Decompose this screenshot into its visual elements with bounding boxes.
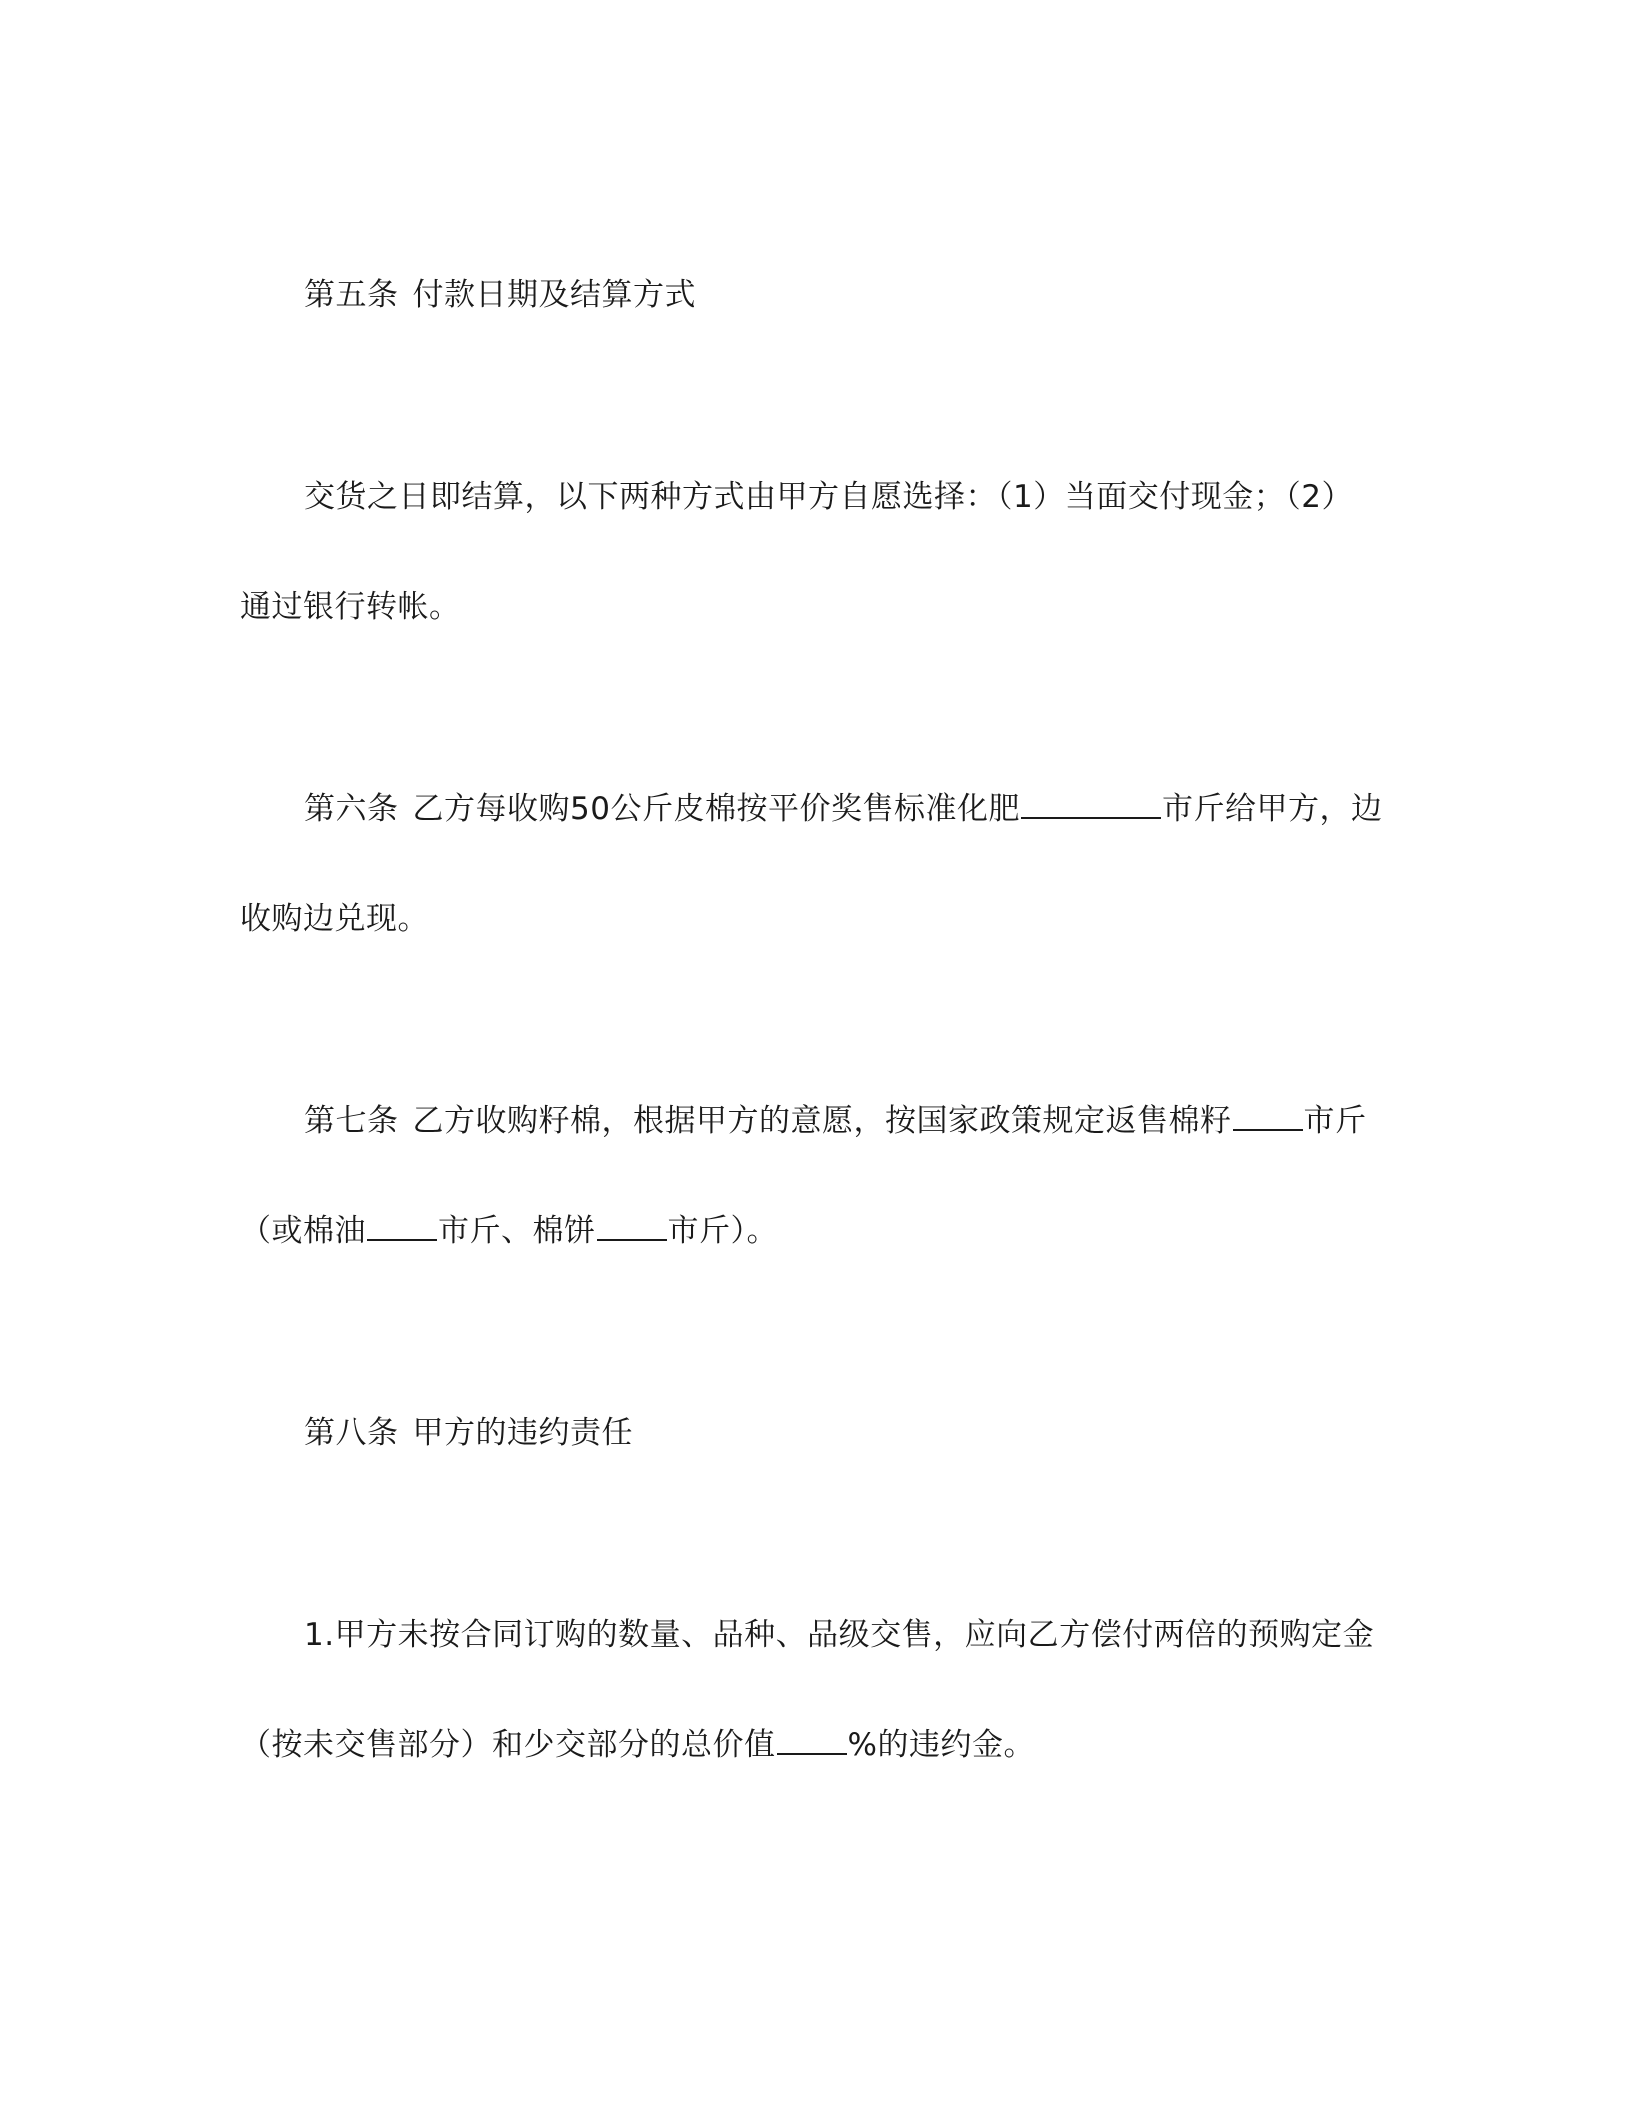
cotton-oil-amount-blank[interactable] <box>367 1209 437 1241</box>
article-8-heading <box>304 1411 633 1455</box>
article-7-line-1 <box>304 1099 1367 1143</box>
article-6-number: 第六条 <box>304 791 399 827</box>
article-6-line-1 <box>304 787 1382 831</box>
penalty-percent-blank[interactable] <box>777 1723 847 1755</box>
article-6-text-after-blank: 市斤给甲方，边 <box>1161 791 1383 827</box>
article-6-text-before-blank: 乙方每收购50公斤皮棉按平价奖售标准化肥 <box>412 791 1020 827</box>
article-8-item-1-line-1: 1.甲方未按合同订购的数量、品种、品级交售，应向乙方偿付两倍的预购定金 <box>304 1617 1375 1653</box>
article-7-text-c: 市斤）。 <box>667 1213 778 1249</box>
article-8-text-before-blank: （按未交售部分）和少交部分的总价值 <box>240 1727 776 1763</box>
article-8-title: 甲方的违约责任 <box>412 1415 633 1451</box>
article-5-paragraph-line-2: 通过银行转帐。 <box>240 589 461 625</box>
article-7-number: 第七条 <box>304 1103 399 1139</box>
cottonseed-amount-blank[interactable] <box>1233 1099 1303 1131</box>
article-5-number: 第五条 <box>304 277 399 313</box>
article-8-number: 第八条 <box>304 1415 399 1451</box>
article-7-text-after-blank: 市斤 <box>1303 1103 1367 1139</box>
article-7-line-2 <box>240 1209 778 1253</box>
article-5-paragraph-line-1: 交货之日即结算，以下两种方式由甲方自愿选择：（1）当面交付现金；（2） <box>304 479 1353 515</box>
article-7-text-b: 市斤、棉饼 <box>438 1213 596 1249</box>
fertilizer-amount-blank[interactable] <box>1021 787 1161 819</box>
article-5-title: 付款日期及结算方式 <box>412 277 696 313</box>
article-5-heading <box>304 273 696 317</box>
cotton-cake-amount-blank[interactable] <box>597 1209 667 1241</box>
article-8-text-after-blank: %的违约金。 <box>847 1727 1035 1763</box>
article-8-item-1-line-2 <box>240 1723 1035 1767</box>
article-6-line-2: 收购边兑现。 <box>240 901 429 937</box>
article-7-text-a: （或棉油 <box>240 1213 366 1249</box>
article-7-text-before-blank: 乙方收购籽棉，根据甲方的意愿，按国家政策规定返售棉籽 <box>412 1103 1232 1139</box>
